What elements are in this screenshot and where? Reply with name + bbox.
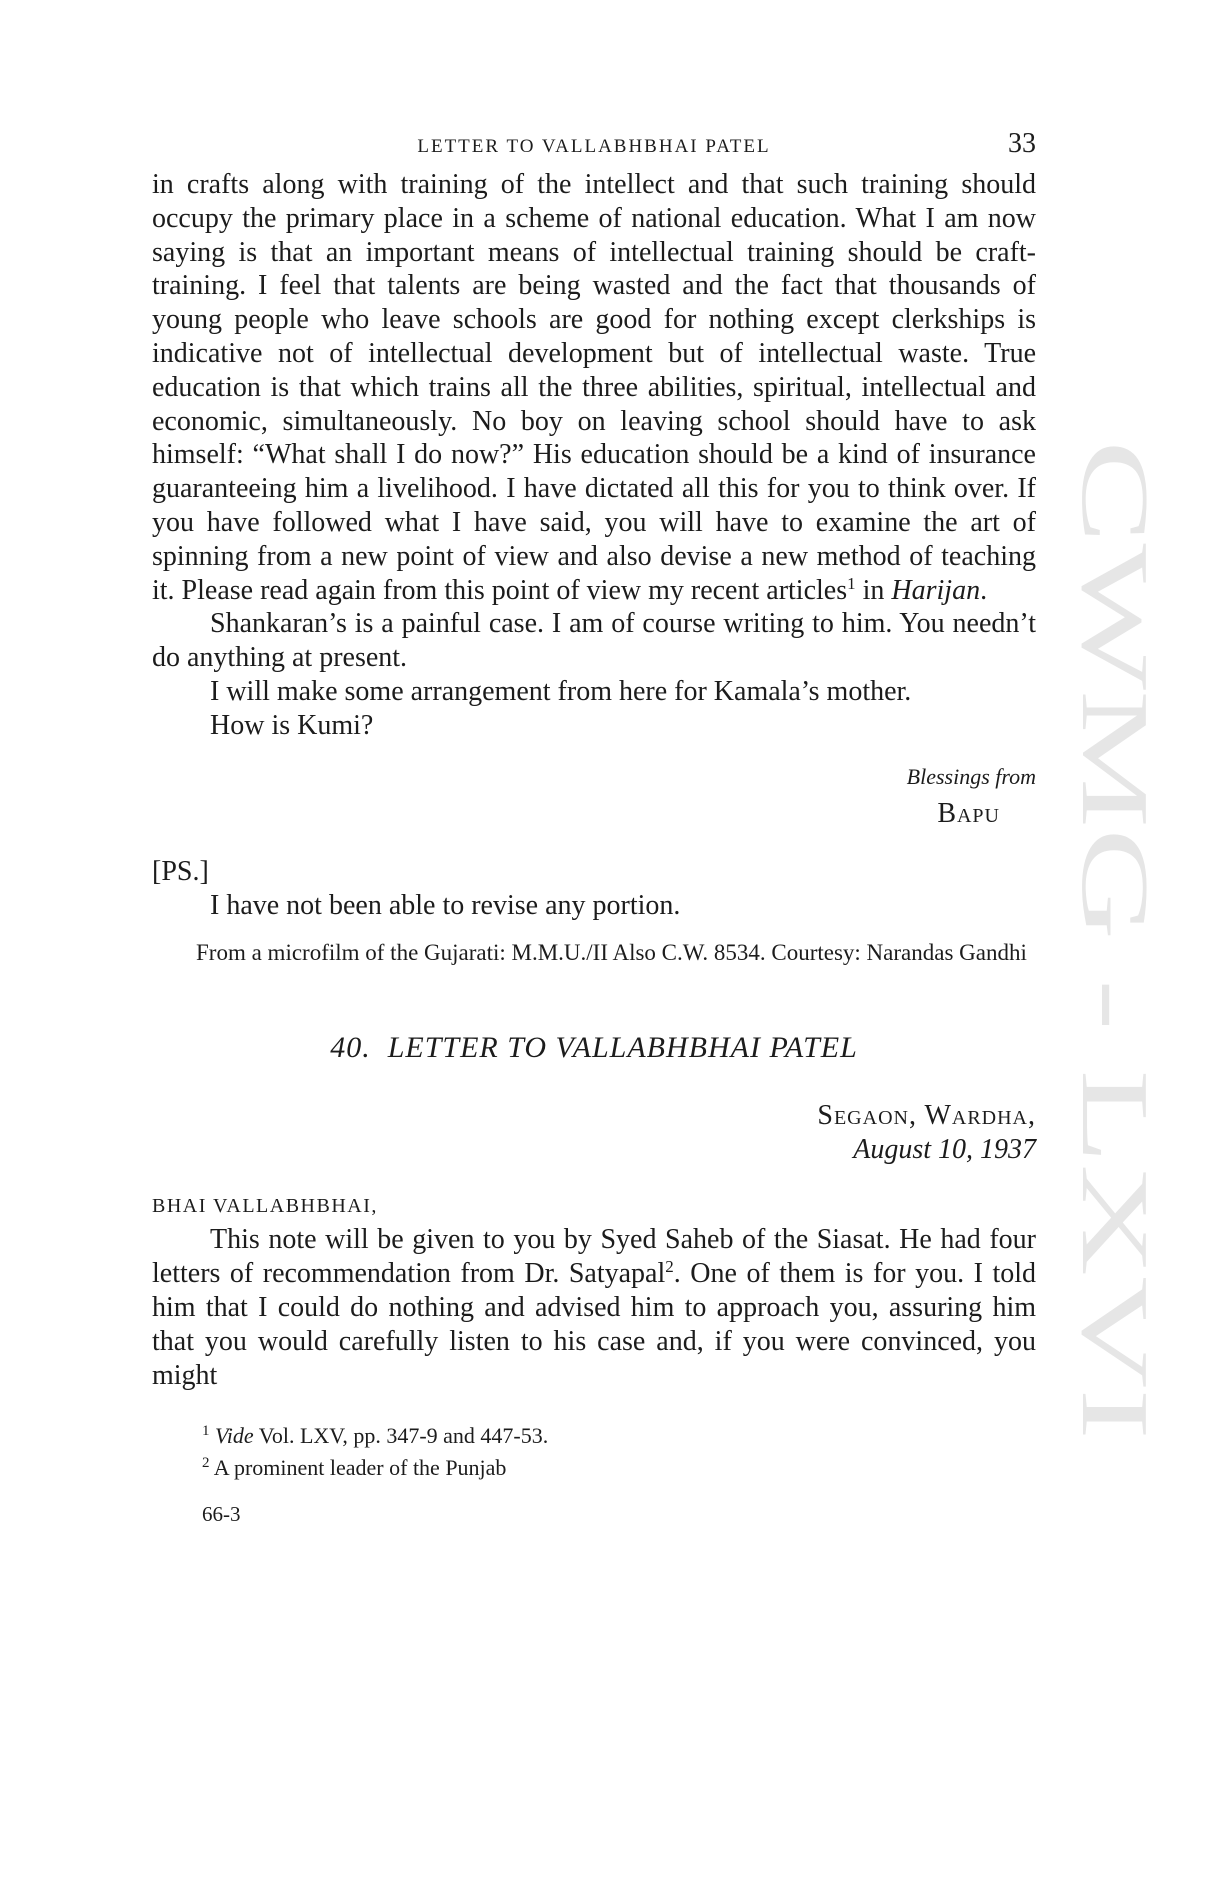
footnote-ref-1: 1 bbox=[847, 573, 856, 593]
paragraph-end: . bbox=[980, 574, 988, 606]
footnote-ref-2: 2 bbox=[665, 1257, 674, 1277]
place: Segaon, Wardha, bbox=[817, 1100, 1036, 1132]
salutation: BHAI VALLABHBHAI, bbox=[152, 1195, 378, 1218]
signature: Bapu bbox=[937, 797, 1000, 829]
document-number: 40. bbox=[330, 1031, 371, 1065]
footnote-2 bbox=[202, 1452, 1036, 1484]
signature-block bbox=[152, 761, 1036, 835]
footnote-marker: 2 bbox=[202, 1455, 210, 1472]
page-number: 33 bbox=[1008, 128, 1036, 159]
watermark bbox=[1062, 440, 1169, 1440]
ps-text: I have not been able to revise any portion. bbox=[210, 889, 681, 921]
closing: Blessings from bbox=[906, 763, 1036, 789]
paragraph-text: in crafts along with training of the intellect and that such training should occupy the primary place in a scheme of national education. What I am now saying is that an important means of intellectual training should be craft-training. I feel that talents are being wasted and the fact that thousands of young people who leave schools are good for nothing except clerkships is indicative not of intellectual development but of intellectual waste. True education is that which trains all the three abilities, spiritual, intellectual and economic, simultaneously. No boy on leaving school should have to ask himself: “What shall I do now?” His education should be a kind of insurance guaranteeing him a livelihood. I have dictated all this for you to think over. If you have followed what I have said, you will have to examine the art of spinning from a new point of view and also devise a new method of teaching it. Please read again from this point of view my recent articles bbox=[152, 169, 1036, 606]
date: August 10, 1937 bbox=[853, 1134, 1036, 1166]
paragraph-text-rest: . One of them is for you. I told him that I could do nothing and advised him to approach you, assuring him that you would carefully listen to his case and, if you were convinced, you might bbox=[152, 1258, 1037, 1391]
source-note bbox=[152, 936, 1036, 969]
letter-1-paragraph-2: Shankaran’s is a painful case. I am of course writing to him. You needn’t do anything at present. bbox=[152, 608, 1036, 674]
footnotes bbox=[152, 1420, 1036, 1530]
harijan-title: Harijan bbox=[891, 574, 981, 606]
signature-mark: 66-3 bbox=[202, 1502, 241, 1527]
source-text: From a microfilm of the Gujarati: M.M.U./II Also C.W. 8534. Courtesy: Narandas Gandhi bbox=[196, 940, 1027, 966]
letter-1-paragraph-1 bbox=[152, 168, 1036, 607]
watermark-text: CWMG - LXVI bbox=[1062, 440, 1169, 1059]
paragraph-text-connector: in bbox=[855, 574, 892, 606]
footnote-text: A prominent leader of the Punjab bbox=[209, 1455, 507, 1481]
place-date bbox=[152, 1099, 1036, 1167]
document-title: LETTER TO VALLABHBHAI PATEL bbox=[387, 1031, 858, 1065]
letter-2-paragraph-1 bbox=[152, 1223, 1036, 1392]
running-title: LETTER TO VALLABHBHAI PATEL bbox=[417, 136, 771, 157]
footnote-text: Vol. LXV, pp. 347-9 and 447-53. bbox=[253, 1423, 549, 1449]
letter-1-paragraph-4: How is Kumi? bbox=[210, 709, 374, 741]
footnote-1 bbox=[202, 1420, 1036, 1452]
letter-1-paragraph-3: I will make some arrangement from here for Kamala’s mother. bbox=[210, 675, 912, 707]
paragraph-text: This note will be given to you by Syed Saheb of the Siasat. He had four letters of recommendation from Dr. Satyapal bbox=[152, 1224, 1036, 1290]
page bbox=[152, 128, 1036, 1530]
document-heading bbox=[152, 1031, 1036, 1065]
ps-label: [PS.] bbox=[152, 855, 209, 887]
running-head bbox=[152, 128, 1036, 168]
footnote-italic: Vide bbox=[215, 1423, 254, 1449]
footnote-marker: 1 bbox=[202, 1423, 210, 1440]
letter-1-body bbox=[152, 168, 1036, 743]
